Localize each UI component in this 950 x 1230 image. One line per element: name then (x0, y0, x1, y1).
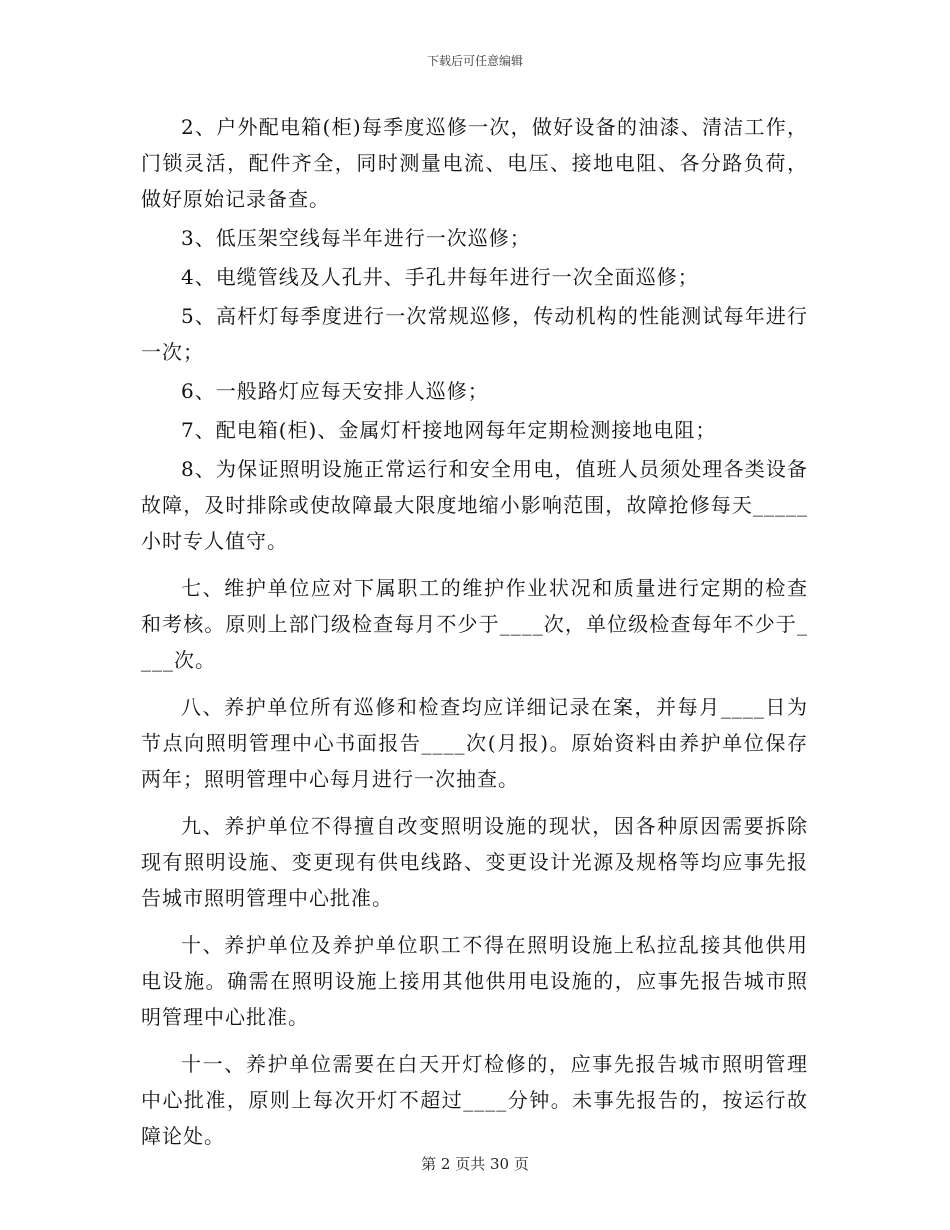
paragraph-item-8: 8、为保证照明设施正常运行和安全用电，值班人员须处理各类设备故障，及时排除或使故障最大限度地缩小影响范围，故障抢修每天_____小时专人值守。 (141, 457, 808, 553)
paragraph-section-8: 八、养护单位所有巡修和检查均应详细记录在案，并每月____日为节点向照明管理中心书面报告____次(月报)。原始资料由养护单位保存两年；照明管理中心每月进行一次抽查。 (141, 695, 808, 791)
document-body (141, 109, 808, 1154)
paragraph-item-7: 7、配电箱(柜)、金属灯杆接地网每年定期检测接地电阻； (181, 418, 717, 442)
page-number: 第 2 页共 30 页 (421, 1155, 529, 1173)
paragraph-section-10: 十、养护单位及养护单位职工不得在照明设施上私拉乱接其他供用电设施。确需在照明设施上接用其他供用电设施的，应事先报告城市照明管理中心批准。 (141, 933, 808, 1029)
paragraph-section-7: 七、维护单位应对下属职工的维护作业状况和质量进行定期的检查和考核。原则上部门级检查每月不少于____次，单位级检查每年不少于____次。 (141, 576, 808, 672)
paragraph-item-3: 3、低压架空线每半年进行一次巡修； (181, 226, 531, 250)
paragraph-item-4: 4、电缆管线及人孔井、手孔井每年进行一次全面巡修； (181, 265, 699, 289)
paragraph-section-9: 九、养护单位不得擅自改变照明设施的现状，因各种原因需要拆除现有照明设施、变更现有供电线路、变更设计光源及规格等均应事先报告城市照明管理中心批准。 (141, 814, 808, 910)
paragraph-item-2: 2、户外配电箱(柜)每季度巡修一次，做好设备的油漆、清洁工作，门锁灵活，配件齐全，同时测量电流、电压、接地电阻、各分路负荷，做好原始记录备查。 (141, 115, 808, 211)
paragraph-item-6: 6、一般路灯应每天安排人巡修； (181, 379, 489, 403)
paragraph-section-11: 十一、养护单位需要在白天开灯检修的，应事先报告城市照明管理中心批准，原则上每次开灯不超过____分钟。未事先报告的，按运行故障论处。 (141, 1052, 808, 1148)
paragraph-item-5: 5、高杆灯每季度进行一次常规巡修，传动机构的性能测试每年进行一次； (141, 304, 808, 364)
page-header-note: 下载后可任意编辑 (426, 54, 523, 68)
